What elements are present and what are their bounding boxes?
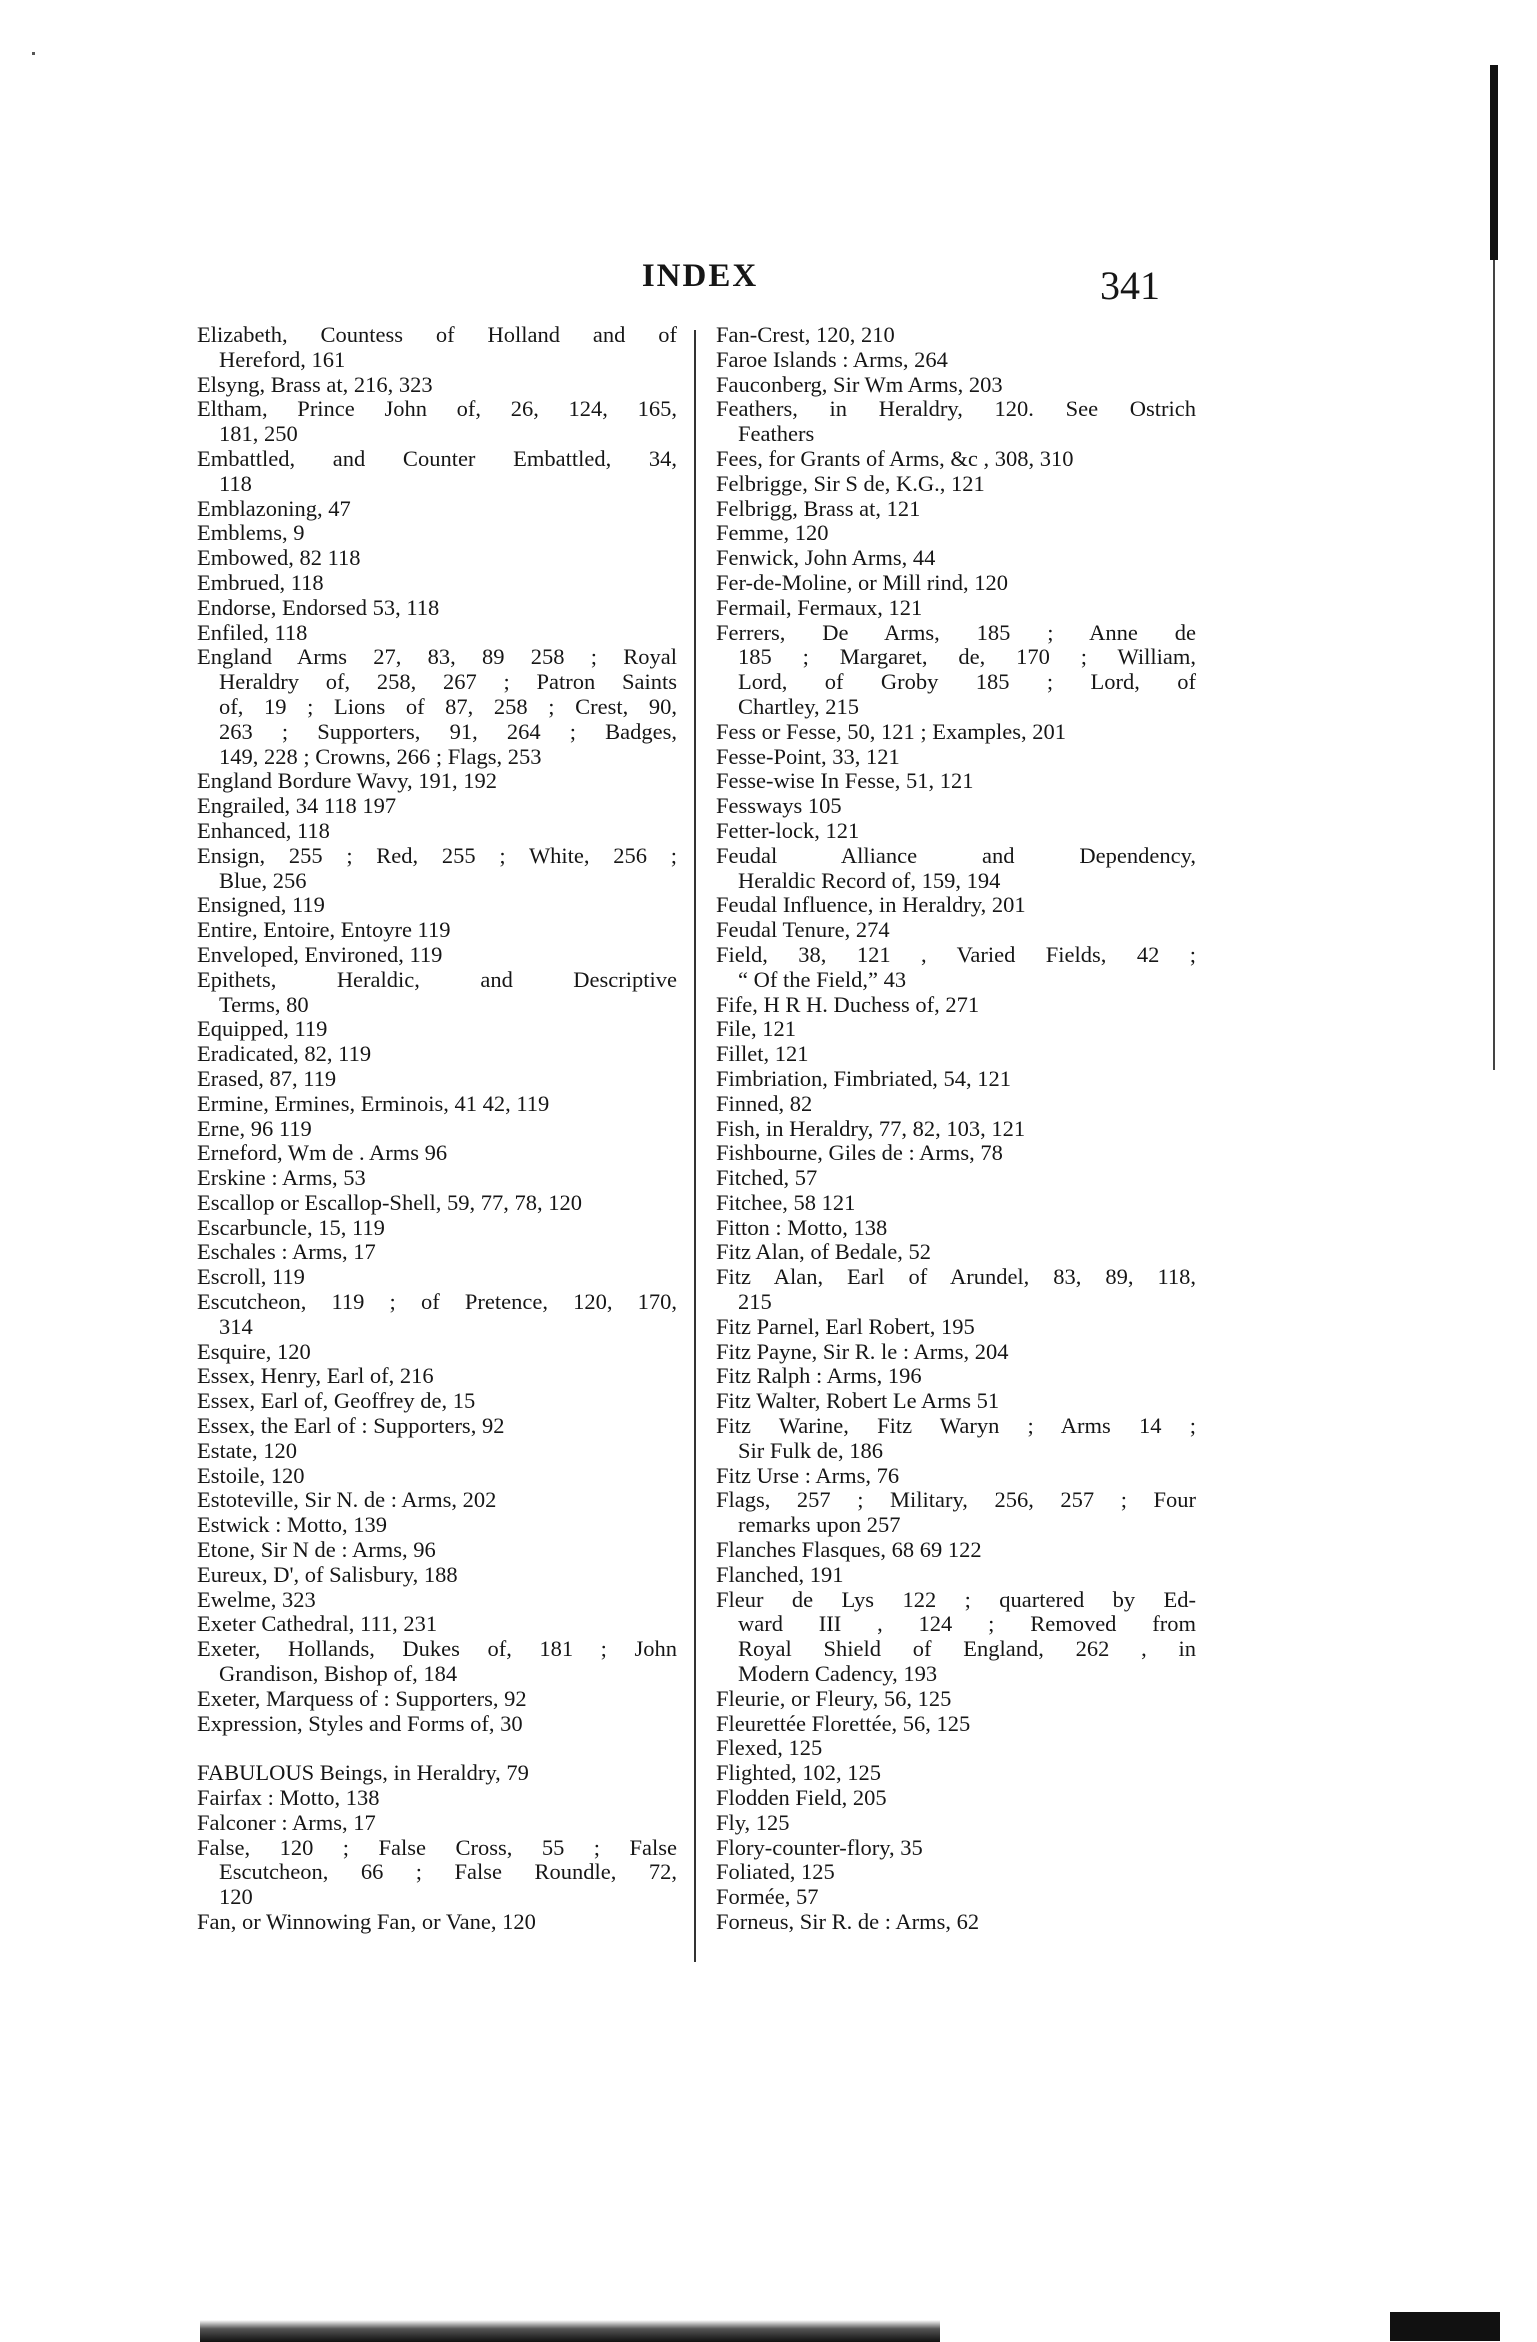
index-entry: [197, 546, 677, 571]
index-entry-continuation: Grandison, Bishop of, 184: [219, 1661, 458, 1687]
index-entry-line: Escallop or Escallop-Shell, 59, 77, 78, 120: [197, 1189, 582, 1215]
index-entry: [197, 1786, 677, 1811]
index-entry: [197, 918, 677, 943]
index-entry: [197, 1910, 677, 1935]
index-entry-continuation: “ Of the Field,” 43: [738, 966, 907, 992]
index-entry-continuation: 118: [219, 470, 252, 496]
index-entry-line: Ensign, 255 ; Red, 255 ; White, 256 ;: [197, 843, 677, 868]
index-entry: [716, 1538, 1196, 1563]
index-entry: [716, 893, 1196, 918]
index-entry-line: Felbrigg, Brass at, 121: [716, 495, 921, 521]
index-entry-continuation: 185 ; Margaret, de, 170 ; William,: [738, 645, 1196, 670]
index-entry: [716, 1117, 1196, 1142]
index-entry-continuation: Heraldic Record of, 159, 194: [738, 867, 1001, 893]
scan-speck: [32, 52, 35, 55]
index-entry: [716, 943, 1196, 993]
index-entry-line: Fer-de-Moline, or Mill rind, 120: [716, 569, 1009, 595]
scan-edge-bar: [1490, 65, 1498, 260]
index-entry-line: Eschales : Arms, 17: [197, 1239, 376, 1265]
index-entry-line: Fitchee, 58 121: [716, 1189, 856, 1215]
index-entry: [716, 993, 1196, 1018]
index-entry-line: Essex, the Earl of : Supporters, 92: [197, 1413, 505, 1439]
index-entry: [197, 1191, 677, 1216]
index-entry: [716, 720, 1196, 745]
index-entry-line: England Bordure Wavy, 191, 192: [197, 768, 498, 794]
index-entry: [716, 1464, 1196, 1489]
index-entry-line: Fitz Ralph : Arms, 196: [716, 1363, 922, 1389]
index-entry-continuation: 181, 250: [219, 421, 298, 447]
index-entry-line: Erne, 96 119: [197, 1115, 312, 1141]
index-entry: [716, 1588, 1196, 1687]
index-entry-line: Enhanced, 118: [197, 817, 330, 843]
index-entry-continuation: Lord, of Groby 185 ; Lord, of: [738, 670, 1196, 695]
index-entry-line: Fitz Urse : Arms, 76: [716, 1462, 900, 1488]
index-entry: [197, 769, 677, 794]
index-entry-continuation: Hereford, 161: [219, 346, 346, 372]
index-entry: [716, 1067, 1196, 1092]
index-entry: [197, 1290, 677, 1340]
index-entry: [197, 1513, 677, 1538]
index-entry: [716, 1389, 1196, 1414]
index-entry: [716, 472, 1196, 497]
index-entry: [716, 844, 1196, 894]
index-entry: [197, 1141, 677, 1166]
index-entry-line: Fleurie, or Fleury, 56, 125: [716, 1685, 952, 1711]
index-entry-line: Erneford, Wm de . Arms 96: [197, 1140, 448, 1166]
index-entry: [197, 1042, 677, 1067]
index-entry-line: Endorse, Endorsed 53, 118: [197, 594, 440, 620]
index-entry-line: Fitz Parnel, Earl Robert, 195: [716, 1313, 975, 1339]
index-entry-continuation: remarks upon 257: [738, 1512, 901, 1538]
index-entry: [197, 323, 677, 373]
index-entry-line: Fitz Payne, Sir R. le : Arms, 204: [716, 1338, 1009, 1364]
index-entry-line: Enveloped, Environed, 119: [197, 941, 443, 967]
index-entry-line: Epithets, Heraldic, and Descriptive: [197, 967, 677, 992]
index-entry-continuation: Modern Cadency, 193: [738, 1661, 938, 1687]
index-entry-line: Feudal Tenure, 274: [716, 917, 890, 943]
index-entry-line: Fillet, 121: [716, 1041, 809, 1067]
index-entry: [197, 1811, 677, 1836]
index-entry-line: Engrailed, 34 118 197: [197, 793, 397, 819]
index-entry-continuation: of, 19 ; Lions of 87, 258 ; Crest, 90,: [219, 694, 677, 719]
index-entry-line: Embowed, 82 118: [197, 545, 361, 571]
index-entry-line: Fitz Warine, Fitz Waryn ; Arms 14 ;: [716, 1414, 1196, 1439]
index-entry-line: Exeter, Hollands, Dukes of, 181 ; John: [197, 1637, 677, 1662]
index-entry: [197, 1092, 677, 1117]
index-entry-line: Fitton : Motto, 138: [716, 1214, 888, 1240]
index-entry-continuation: 314: [219, 1313, 253, 1339]
index-entry: [716, 1786, 1196, 1811]
index-entry-line: Embrued, 118: [197, 569, 324, 595]
page-number: 341: [1100, 263, 1160, 308]
index-entry-continuation: ward III , 124 ; Removed from: [738, 1612, 1196, 1637]
index-entry: [716, 1910, 1196, 1935]
index-entry-line: Finned, 82: [716, 1090, 813, 1116]
index-entry: [197, 1464, 677, 1489]
index-entry-continuation: Terms, 80: [219, 991, 309, 1017]
index-entry-line: Etone, Sir N de : Arms, 96: [197, 1537, 436, 1563]
index-entry: [716, 497, 1196, 522]
index-entry-line: Entire, Entoire, Entoyre 119: [197, 917, 451, 943]
index-entry-line: Foliated, 125: [716, 1859, 835, 1885]
index-entry-line: Falconer : Arms, 17: [197, 1809, 376, 1835]
index-entry-continuation: Chartley, 215: [738, 693, 860, 719]
index-entry: [716, 918, 1196, 943]
index-entry: [716, 1712, 1196, 1737]
index-entry-line: Exeter, Marquess of : Supporters, 92: [197, 1685, 527, 1711]
index-entry: [197, 1836, 677, 1910]
index-entry: [197, 1017, 677, 1042]
index-entry: [716, 521, 1196, 546]
index-entry: [197, 1067, 677, 1092]
index-entry-line: Elsyng, Brass at, 216, 323: [197, 371, 433, 397]
index-entry-line: Eltham, Prince John of, 26, 124, 165,: [197, 397, 677, 422]
index-entry-line: Fishbourne, Giles de : Arms, 78: [716, 1140, 1003, 1166]
index-entry: [197, 1265, 677, 1290]
index-entry-line: Feudal Influence, in Heraldry, 201: [716, 892, 1026, 918]
scan-artifact-band: [200, 2320, 940, 2342]
index-entry-line: Forneus, Sir R. de : Arms, 62: [716, 1909, 980, 1934]
index-entry: [716, 546, 1196, 571]
index-entry-line: Equipped, 119: [197, 1016, 328, 1042]
index-entry: [716, 1736, 1196, 1761]
index-entry: [197, 1712, 677, 1737]
index-entry-line: Flory-counter-flory, 35: [716, 1834, 923, 1860]
index-entry: [716, 1315, 1196, 1340]
index-entry-continuation: 120: [219, 1884, 253, 1910]
index-entry: [716, 596, 1196, 621]
column-divider: [694, 330, 696, 1962]
index-entry-line: Flags, 257 ; Military, 256, 257 ; Four: [716, 1488, 1196, 1513]
index-entry: [197, 1216, 677, 1241]
index-entry: [197, 1364, 677, 1389]
index-entry: [716, 348, 1196, 373]
index-entry: [197, 447, 677, 497]
index-entry-continuation: Sir Fulk de, 186: [738, 1437, 884, 1463]
index-entry-line: Fesse-Point, 33, 121: [716, 743, 900, 769]
index-entry-line: Enfiled, 118: [197, 619, 308, 645]
index-entry: [716, 1017, 1196, 1042]
index-entry: [716, 571, 1196, 596]
scan-edge-line: [1493, 260, 1495, 1070]
index-entry: [197, 621, 677, 646]
index-entry-line: Erased, 87, 119: [197, 1065, 337, 1091]
index-entry: [716, 1860, 1196, 1885]
index-entry: [716, 1141, 1196, 1166]
index-entry-line: Fesse-wise In Fesse, 51, 121: [716, 768, 974, 794]
index-entry-line: Estoile, 120: [197, 1462, 305, 1488]
index-entry-line: Flanched, 191: [716, 1561, 844, 1587]
index-entry-line: Eureux, D', of Salisbury, 188: [197, 1561, 458, 1587]
index-entry-line: Esquire, 120: [197, 1338, 311, 1364]
index-entry-line: Fitched, 57: [716, 1165, 818, 1191]
index-entry: [716, 447, 1196, 472]
index-entry-line: FABULOUS Beings, in Heraldry, 79: [197, 1760, 529, 1786]
index-entry-line: Escarbuncle, 15, 119: [197, 1214, 385, 1240]
index-entry: [716, 1166, 1196, 1191]
index-entry-line: Eradicated, 82, 119: [197, 1041, 372, 1067]
index-entry-line: Femme, 120: [716, 520, 829, 546]
index-entry: [197, 596, 677, 621]
index-entry: [197, 1389, 677, 1414]
index-entry: [716, 1563, 1196, 1588]
index-entry: [197, 1761, 677, 1786]
index-entry: [716, 1340, 1196, 1365]
index-entry-line: Fimbriation, Fimbriated, 54, 121: [716, 1065, 1011, 1091]
index-entry-line: Emblazoning, 47: [197, 495, 351, 521]
index-entry: [716, 1092, 1196, 1117]
index-entry: [197, 645, 677, 769]
index-entry-line: False, 120 ; False Cross, 55 ; False: [197, 1835, 677, 1860]
index-entry-line: Fetter-lock, 121: [716, 817, 860, 843]
index-entry-line: Felbrigge, Sir S de, K.G., 121: [716, 470, 985, 496]
index-entry: [197, 1340, 677, 1365]
index-entry-continuation: Blue, 256: [219, 867, 307, 893]
index-entry: [197, 1637, 677, 1687]
index-entry: [197, 571, 677, 596]
index-entry: [197, 1563, 677, 1588]
index-column-left: [197, 323, 677, 1935]
index-entry-line: Essex, Earl of, Geoffrey de, 15: [197, 1388, 476, 1414]
index-entry: [716, 621, 1196, 720]
index-entry: [197, 521, 677, 546]
index-entry-line: Ewelme, 323: [197, 1586, 316, 1612]
index-entry-continuation: 215: [738, 1289, 772, 1315]
index-entry: [716, 1364, 1196, 1389]
index-entry: [716, 745, 1196, 770]
index-entry-line: Fenwick, John Arms, 44: [716, 545, 936, 571]
index-entry-line: Flanches Flasques, 68 69 122: [716, 1537, 982, 1563]
index-entry: [716, 323, 1196, 348]
index-entry: [197, 373, 677, 398]
index-entry: [716, 1761, 1196, 1786]
index-entry-continuation: Escutcheon, 66 ; False Roundle, 72,: [219, 1860, 677, 1885]
index-entry-line: Fly, 125: [716, 1809, 790, 1835]
index-entry-line: Exeter Cathedral, 111, 231: [197, 1611, 438, 1637]
index-entry-line: Expression, Styles and Forms of, 30: [197, 1710, 523, 1736]
index-entry-line: Field, 38, 121 , Varied Fields, 42 ;: [716, 942, 1196, 967]
index-entry: [716, 1414, 1196, 1464]
index-entry-continuation: Royal Shield of England, 262 , in: [738, 1637, 1196, 1662]
index-entry: [716, 1836, 1196, 1861]
index-entry: [197, 397, 677, 447]
index-entry: [197, 1117, 677, 1142]
index-entry-line: Estoteville, Sir N. de : Arms, 202: [197, 1487, 497, 1513]
index-entry-line: Feathers, in Heraldry, 120. See Ostrich: [716, 397, 1196, 422]
index-entry-line: Fleur de Lys 122 ; quartered by Ed-: [716, 1587, 1196, 1612]
index-entry-line: Fessways 105: [716, 793, 842, 819]
scan-artifact-block: [1390, 2312, 1500, 2341]
page-title: INDEX: [641, 258, 759, 294]
index-entry-line: Faroe Islands : Arms, 264: [716, 346, 948, 372]
index-entry: [716, 1216, 1196, 1241]
index-entry: [197, 1588, 677, 1613]
index-entry-line: Fermail, Fermaux, 121: [716, 594, 923, 620]
index-entry-line: Formée, 57: [716, 1884, 819, 1910]
index-entry-line: Fauconberg, Sir Wm Arms, 203: [716, 371, 1003, 397]
index-entry-continuation: Feathers: [738, 421, 815, 447]
index-entry-continuation: Heraldry of, 258, 267 ; Patron Saints: [219, 670, 677, 695]
index-entry-line: Fairfax : Motto, 138: [197, 1785, 380, 1811]
index-entry: [197, 1612, 677, 1637]
index-entry: [716, 769, 1196, 794]
index-entry-line: Fan, or Winnowing Fan, or Vane, 120: [197, 1909, 536, 1934]
index-entry: [197, 893, 677, 918]
index-entry: [716, 1811, 1196, 1836]
index-entry-line: Estate, 120: [197, 1437, 297, 1463]
section-gap: [197, 1736, 677, 1761]
index-entry: [716, 1885, 1196, 1910]
index-entry-line: Fleurettée Florettée, 56, 125: [716, 1710, 971, 1736]
index-entry: [716, 819, 1196, 844]
index-entry-line: Elizabeth, Countess of Holland and of: [197, 323, 677, 347]
index-entry-line: Flexed, 125: [716, 1735, 823, 1761]
index-entry: [716, 373, 1196, 398]
index-entry: [716, 1488, 1196, 1538]
index-entry: [716, 397, 1196, 447]
index-entry: [197, 819, 677, 844]
index-entry-line: Fitz Alan, Earl of Arundel, 83, 89, 118,: [716, 1265, 1196, 1290]
index-entry-continuation: 149, 228 ; Crowns, 266 ; Flags, 253: [219, 743, 542, 769]
index-entry-line: Essex, Henry, Earl of, 216: [197, 1363, 434, 1389]
index-entry-line: Emblems, 9: [197, 520, 305, 546]
index-entry-line: Escroll, 119: [197, 1264, 305, 1290]
index-entry: [197, 968, 677, 1018]
index-entry: [197, 1166, 677, 1191]
index-entry-line: Embattled, and Counter Embattled, 34,: [197, 446, 677, 471]
index-entry-line: Fife, H R H. Duchess of, 271: [716, 991, 980, 1017]
index-entry: [716, 1042, 1196, 1067]
index-entry-line: Estwick : Motto, 139: [197, 1512, 387, 1538]
index-entry: [197, 1538, 677, 1563]
index-entry-line: Flighted, 102, 125: [716, 1760, 882, 1786]
index-entry: [197, 1488, 677, 1513]
index-entry-line: Fan-Crest, 120, 210: [716, 322, 895, 347]
index-entry: [197, 497, 677, 522]
index-entry: [197, 1240, 677, 1265]
index-entry-line: Ferrers, De Arms, 185 ; Anne de: [716, 620, 1196, 645]
index-entry-line: Feudal Alliance and Dependency,: [716, 843, 1196, 868]
index-entry-line: Ensigned, 119: [197, 892, 325, 918]
index-column-right: [716, 323, 1196, 1935]
index-entry-line: File, 121: [716, 1016, 797, 1042]
index-entry-line: Escutcheon, 119 ; of Pretence, 120, 170,: [197, 1290, 677, 1315]
index-entry: [197, 943, 677, 968]
index-entry: [716, 794, 1196, 819]
index-entry: [716, 1265, 1196, 1315]
index-entry-line: Fees, for Grants of Arms, &c , 308, 310: [716, 445, 1074, 471]
index-entry-line: Fitz Walter, Robert Le Arms 51: [716, 1388, 1000, 1414]
index-entry-line: Erskine : Arms, 53: [197, 1165, 366, 1191]
index-entry-continuation: 263 ; Supporters, 91, 264 ; Badges,: [219, 719, 677, 744]
index-entry: [197, 844, 677, 894]
index-entry: [197, 1687, 677, 1712]
index-entry: [197, 1439, 677, 1464]
index-entry: [716, 1191, 1196, 1216]
index-entry-line: Fish, in Heraldry, 77, 82, 103, 121: [716, 1115, 1026, 1141]
index-entry-line: Ermine, Ermines, Erminois, 41 42, 119: [197, 1090, 550, 1116]
index-entry: [716, 1687, 1196, 1712]
index-entry-line: England Arms 27, 83, 89 258 ; Royal: [197, 645, 677, 670]
index-entry-line: Fitz Alan, of Bedale, 52: [716, 1239, 931, 1265]
index-entry: [197, 1414, 677, 1439]
index-entry-line: Fess or Fesse, 50, 121 ; Examples, 201: [716, 718, 1066, 744]
index-entry-line: Flodden Field, 205: [716, 1785, 887, 1811]
index-entry: [197, 794, 677, 819]
index-entry: [716, 1240, 1196, 1265]
